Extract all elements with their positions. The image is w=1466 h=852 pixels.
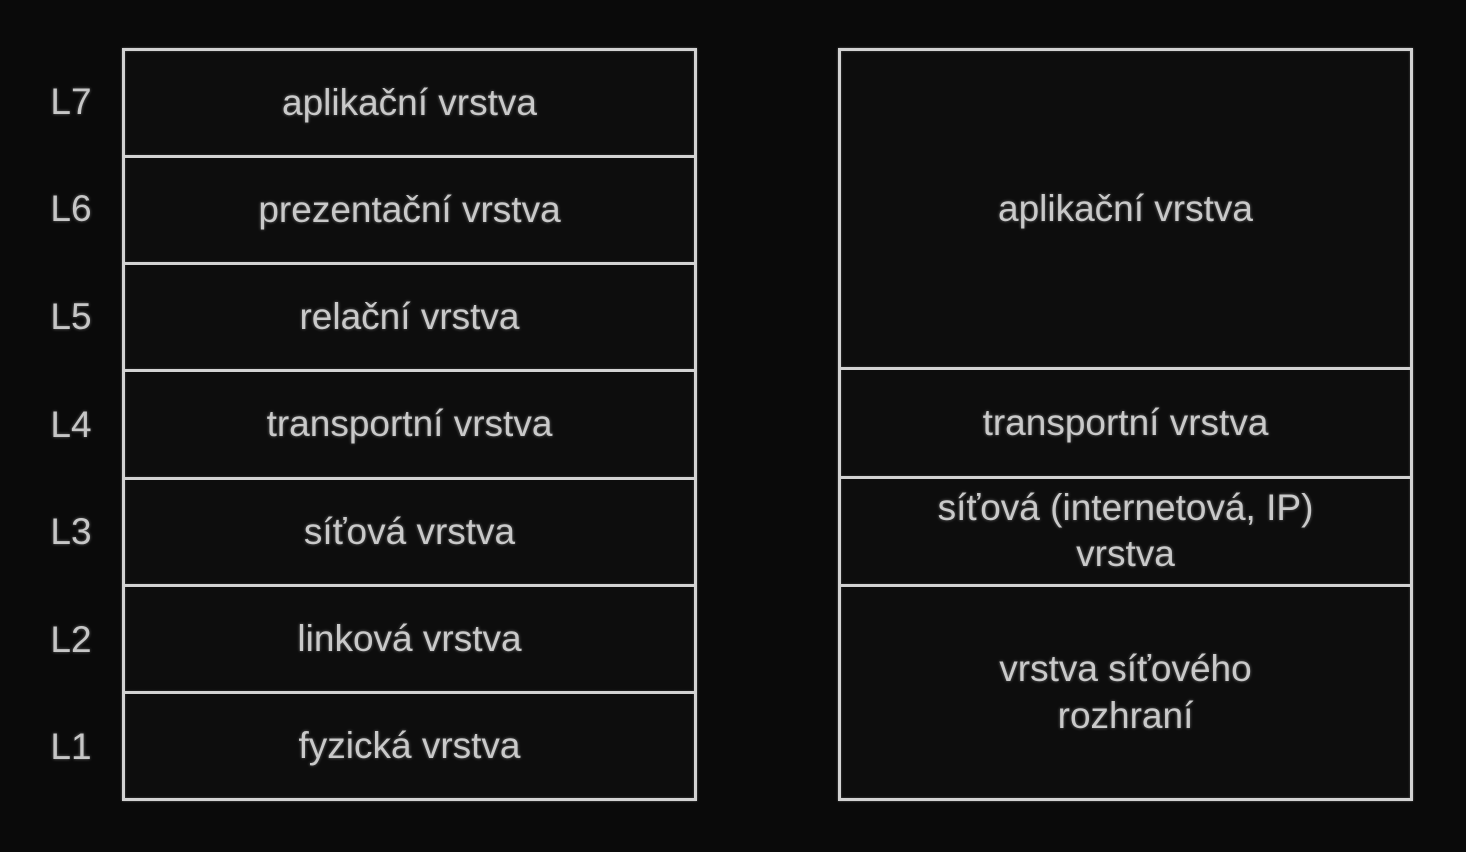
osi-stack bbox=[122, 48, 697, 801]
osi-layer-presentation bbox=[125, 155, 694, 262]
layer-number-l6: L6 bbox=[50, 188, 92, 230]
tcpip-layer-internet bbox=[841, 476, 1410, 584]
osi-layer-numbers bbox=[32, 48, 110, 801]
osi-layer-transport-label: transportní vrstva bbox=[266, 403, 553, 445]
osi-layer-physical bbox=[125, 691, 694, 798]
tcpip-layer-application-label: aplikační vrstva bbox=[998, 188, 1253, 230]
osi-layer-network-label: síťová vrstva bbox=[303, 510, 516, 552]
tcpip-stack bbox=[838, 48, 1413, 801]
layer-number-l5: L5 bbox=[50, 295, 92, 337]
tcpip-layer-transport-label: transportní vrstva bbox=[982, 401, 1269, 443]
osi-layer-application bbox=[125, 51, 694, 155]
osi-layer-presentation-label: prezentační vrstva bbox=[258, 189, 561, 231]
layer-number-l2: L2 bbox=[50, 618, 92, 660]
tcpip-layer-transport bbox=[841, 367, 1410, 475]
layer-number-l1: L1 bbox=[50, 726, 92, 768]
osi-layer-session bbox=[125, 262, 694, 369]
osi-layer-session-label: relační vrstva bbox=[299, 296, 520, 338]
layer-number-l7: L7 bbox=[50, 80, 92, 122]
layer-number-l4: L4 bbox=[50, 403, 92, 445]
tcpip-layer-network-interface bbox=[841, 584, 1410, 798]
tcpip-layer-application bbox=[841, 51, 1410, 367]
osi-layer-datalink-label: linková vrstva bbox=[297, 617, 522, 659]
osi-layer-datalink bbox=[125, 584, 694, 691]
osi-layer-network bbox=[125, 477, 694, 584]
tcpip-layer-internet-label: síťová (internetová, IP) vrstva bbox=[937, 487, 1314, 575]
osi-layer-physical-label: fyzická vrstva bbox=[298, 724, 521, 766]
osi-layer-application-label: aplikační vrstva bbox=[282, 81, 537, 123]
layer-number-l3: L3 bbox=[50, 511, 92, 553]
tcpip-layer-network-interface-label: vrstva síťového rozhraní bbox=[999, 648, 1252, 736]
osi-layer-transport bbox=[125, 369, 694, 476]
